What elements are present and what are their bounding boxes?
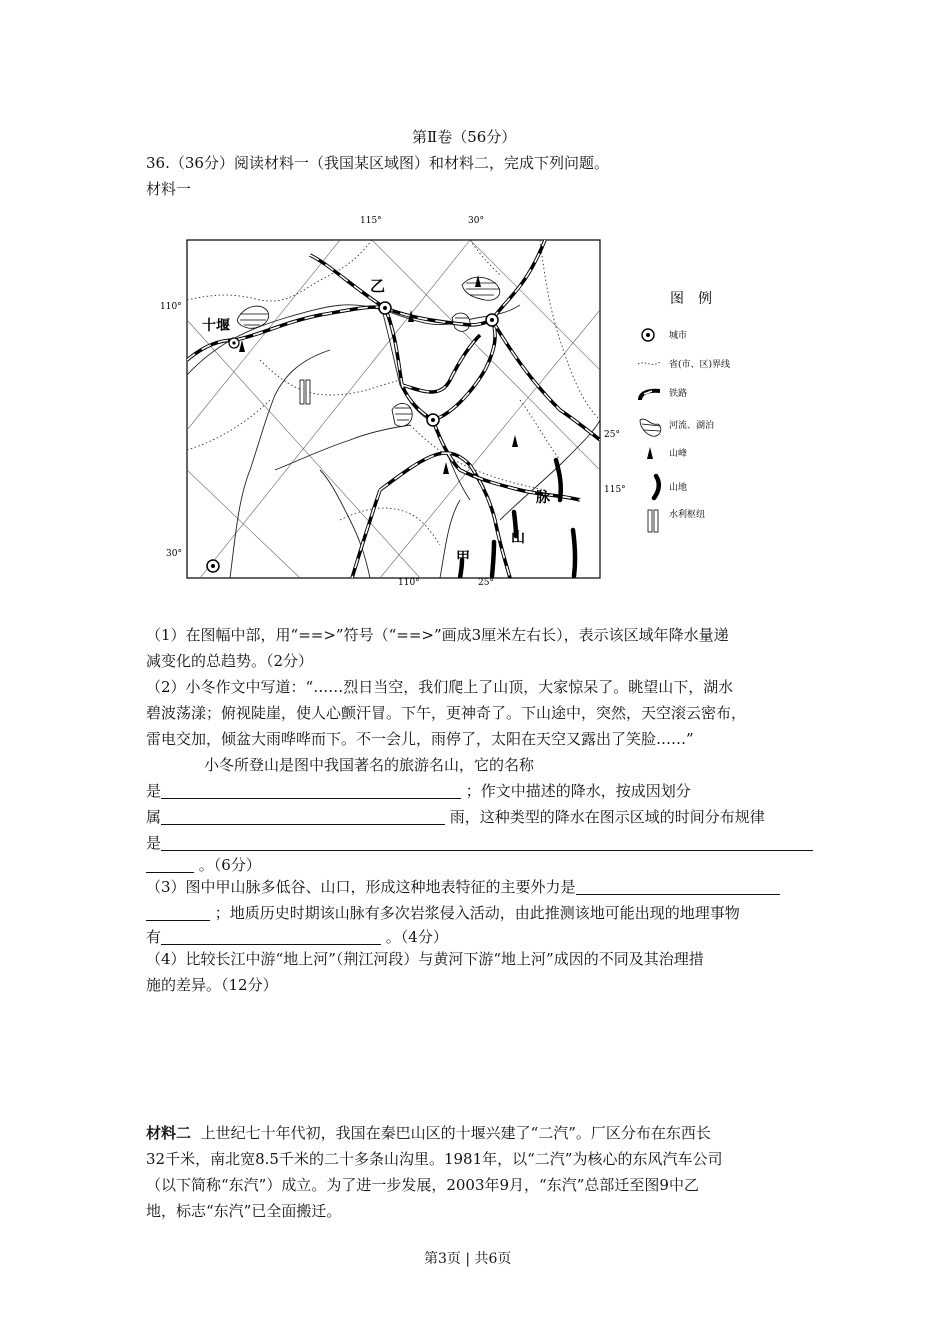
q2-line-4: 小冬所登山是图中我国著名的旅游名山，它的名称 [204,756,535,774]
dam-marker [300,380,310,404]
railway-icon [640,391,660,400]
page-footer: 第3页 | 共6页 [424,1251,512,1267]
legend-label-mountain: 山地 [669,483,688,493]
q4-line-2: 施的差异。（12分） [146,976,278,994]
q3-line-1 [146,874,780,900]
legend-label-boundary: 省(市、区)界线 [669,360,731,370]
q2-line-5-prefix: 是 [146,782,162,800]
coord-label-left-110: 110° [160,302,182,312]
q2-line-8-suffix: 。（6分） [198,856,261,874]
q1-line-1: （1）在图幅中部，用“==>”符号（“==>”画成3厘米左右长），表示该区域年降水量递 [146,626,729,644]
peak-icon [647,447,653,459]
answer-blank-external-force[interactable] [576,878,780,895]
answer-blank-mountain-name[interactable] [161,782,461,799]
q2-line-5-suffix: ；作文中描述的降水，按成因划分 [465,782,691,800]
legend-label-city: 城市 [669,331,688,341]
place-label-yi: 乙 [370,277,386,295]
map-legend [638,291,730,532]
q2-line-5 [146,778,691,804]
city-marker [427,414,439,426]
q2-line-6 [146,804,765,830]
q2-line-3: 雷电交加，倾盆大雨哗哗而下。不一会儿，雨停了，太阳在天空又露出了笑脸……” [146,730,694,748]
q3-line-1-text: （3）图中甲山脉多低谷、山口，形成这种地表特征的主要外力是 [146,878,576,896]
q4-line-1: （4）比较长江中游“地上河”（荆江河段）与黄河下游“地上河”成因的不同及其治理措 [146,950,704,968]
city-marker [486,314,498,326]
place-label-mai: 脉 [536,490,550,506]
q3-line-2-suffix: ；地质历史时期该山脉有多次岩浆侵入活动，由此推测该地可能出现的地理事物 [214,904,740,922]
coord-label-bottom-25: 25° [478,578,494,588]
q2-line-1: （2）小冬作文中写道：“……烈日当空，我们爬上了山顶，大家惊呆了。眺望山下，湖水 [146,678,734,696]
mountain-icon [654,476,659,498]
legend-label-peak: 山峰 [669,449,688,459]
material-1-label: 材料一 [146,180,192,198]
legend-label-railway: 铁路 [669,389,688,399]
city-marker [379,302,391,314]
q1-line-2: 减变化的总趋势。（2分） [146,652,314,670]
material-2-line-3: （以下简称“东汽”）成立。为了进一步发展，2003年9月，“东汽”总部迁至图9中乙 [146,1176,699,1194]
place-label-shan: 山 [511,530,525,546]
q3-line-2 [146,900,740,926]
coord-label-bottom-110: 110° [398,578,420,588]
legend-label-river-lake: 河流、湖泊 [669,421,715,431]
q2-line-6-suffix: 雨，这种类型的降水在图示区域的时间分布规律 [449,808,765,826]
q2-line-7-prefix: 是 [146,834,162,852]
legend-title: 图 例 [670,291,712,307]
city-markers [207,302,498,572]
q2-line-2: 碧波荡漾；俯视陡崖，使人心颤汗冒。下午，更神奇了。下山途中，突然，天空滚云密布， [146,704,747,722]
q3-line-3-suffix: 。（4分） [385,928,448,946]
material-2-line-1 [146,1120,711,1146]
material-2-label: 材料二 [146,1124,192,1142]
answer-blank-rain-type[interactable] [161,808,445,825]
coord-label-top-30: 30° [468,216,484,226]
coord-label-top-115: 115° [360,216,382,226]
answer-blank-time-distribution[interactable] [161,834,813,851]
q2-line-6-prefix: 属 [146,808,162,826]
boundary-icon [638,362,660,364]
region-map [150,205,750,595]
river-lines [187,305,600,578]
river-lake-icon [640,419,661,436]
city-icon [642,329,654,341]
answer-blank-geographic-feature[interactable] [161,928,381,945]
answer-blank-external-force-cont[interactable] [146,904,210,921]
answer-blank-time-distribution-cont[interactable] [146,856,194,873]
city-marker [229,338,239,348]
question-36-intro: 36.（36分）阅读材料一（我国某区域图）和材料二，完成下列问题。 [146,154,609,172]
material-2-text-1: 上世纪七十年代初，我国在秦巴山区的十堰兴建了“二汽”。厂区分布在东西长 [200,1124,711,1142]
city-marker [207,560,219,572]
material-2-line-2: 32千米，南北宽8.5千米的二十多条山沟里。1981年，以“二汽”为核心的东风汽车公司 [146,1150,723,1168]
material-2-line-4: 地，标志“东汽”已全面搬迁。 [146,1202,342,1220]
legend-label-dam: 水利枢纽 [669,510,706,520]
coord-label-right-115: 115° [604,485,626,495]
coord-label-left-30: 30° [166,549,182,559]
q3-line-3-prefix: 有 [146,928,162,946]
section-title: 第Ⅱ卷（56分） [412,128,517,146]
dam-icon [648,510,658,532]
coord-label-right-25: 25° [604,430,620,440]
place-label-shiyan: 十堰 [202,318,230,334]
place-label-jia: 甲 [456,550,470,566]
